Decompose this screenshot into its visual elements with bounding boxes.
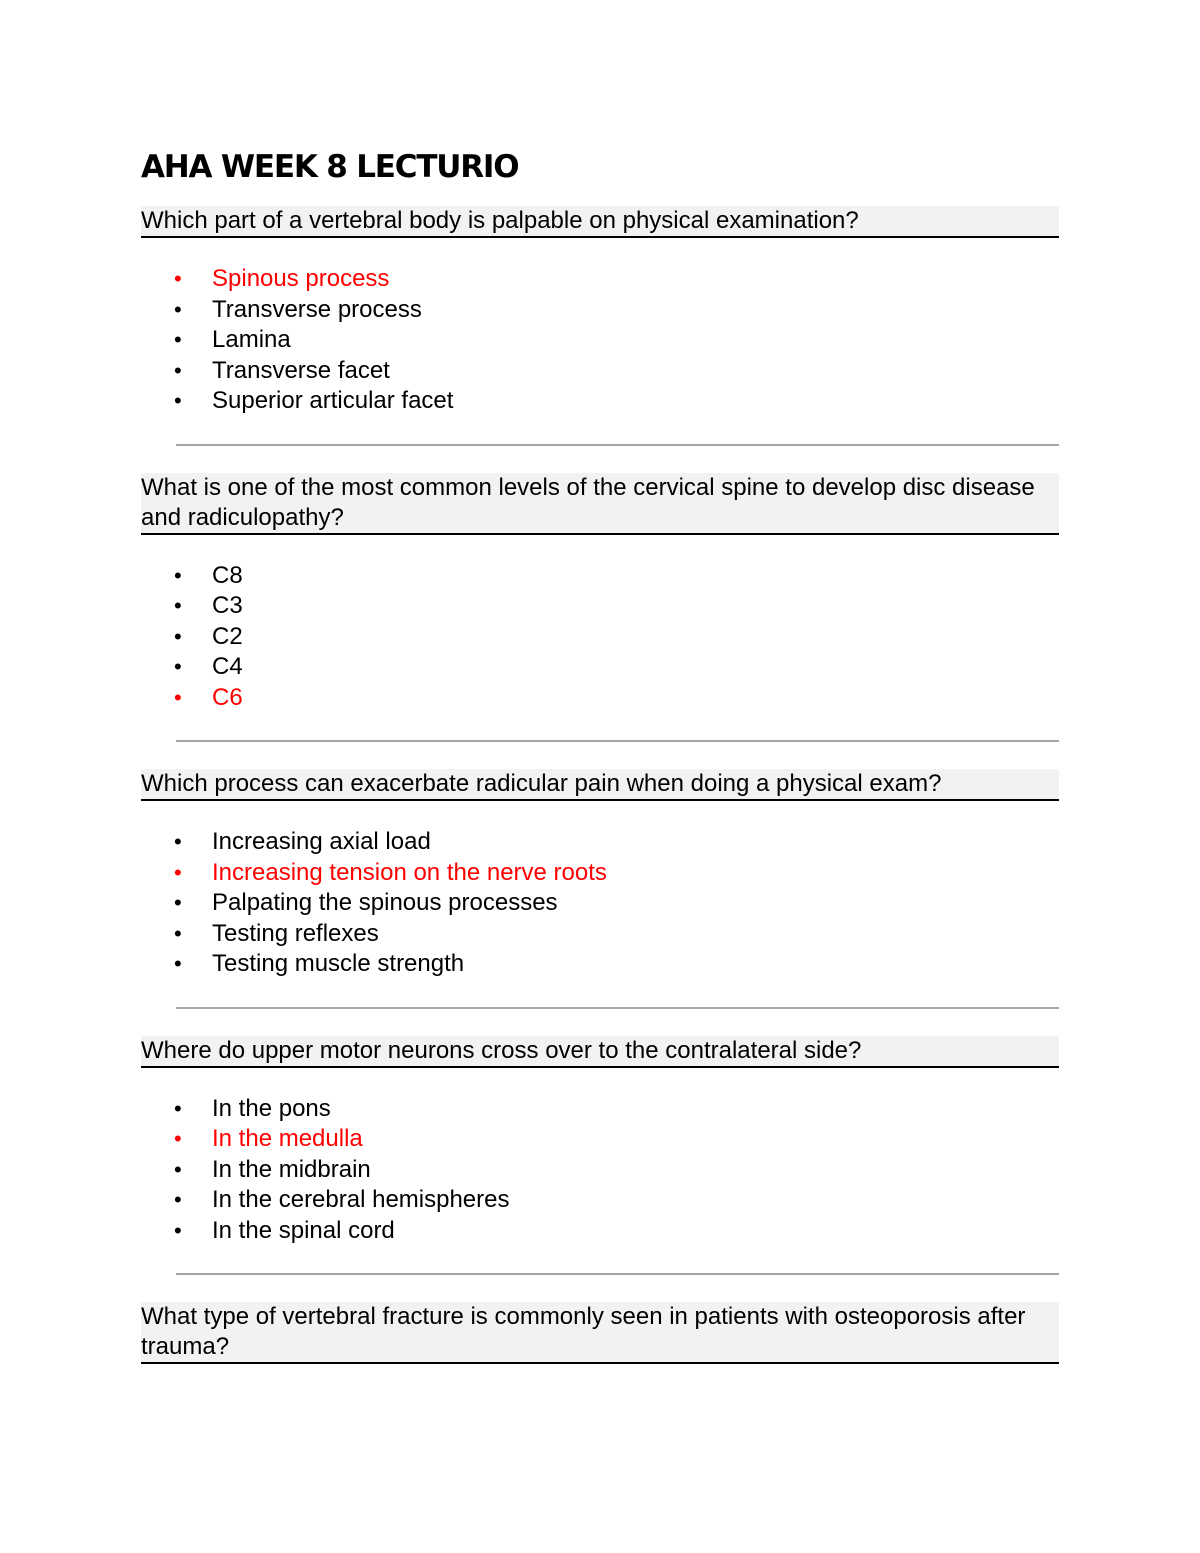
answer-list [141, 827, 1059, 980]
document-page [141, 148, 1059, 1364]
bullet-icon: • [174, 829, 182, 854]
answer-text: Palpating the spinous processes [212, 889, 558, 916]
answer-text: In the pons [212, 1094, 331, 1122]
section-divider [176, 740, 1059, 742]
answer-text: Superior articular facet [212, 387, 454, 414]
question-text: Where do upper motor neurons cross over to the contralateral side? [141, 1036, 1059, 1068]
answer-option [141, 888, 1059, 919]
bullet-icon: • [174, 296, 182, 322]
bullet-icon: • [174, 859, 182, 885]
answer-option [141, 325, 1059, 356]
answer-text: In the midbrain [212, 1155, 371, 1183]
answer-text: Testing muscle strength [212, 950, 465, 977]
bullet-icon: • [174, 623, 182, 649]
answer-text: C8 [212, 561, 243, 589]
bullet-icon: • [174, 1217, 182, 1243]
answer-option [141, 386, 1059, 417]
answer-text: Lamina [212, 326, 291, 353]
answer-option-correct [141, 264, 1059, 295]
question-block [141, 1036, 1059, 1276]
answer-list [141, 561, 1059, 714]
answer-option [141, 1094, 1059, 1125]
bullet-icon: • [174, 1095, 182, 1121]
bullet-icon: • [174, 327, 182, 352]
question-text: Which process can exacerbate radicular pain when doing a physical exam? [141, 769, 1059, 801]
answer-option-correct [141, 683, 1059, 714]
bullet-icon: • [174, 1126, 182, 1151]
question-list [141, 206, 1059, 1364]
bullet-icon: • [174, 1187, 182, 1212]
answer-list [141, 1094, 1059, 1247]
answer-text: C2 [212, 622, 243, 650]
answer-text: C6 [212, 683, 243, 711]
answer-list [141, 264, 1059, 417]
question-text: Which part of a vertebral body is palpable on physical examination? [141, 206, 1059, 238]
bullet-icon: • [174, 920, 182, 946]
answer-text: In the spinal cord [212, 1216, 395, 1244]
answer-option [141, 622, 1059, 653]
answer-option-correct [141, 858, 1059, 889]
bullet-icon: • [174, 388, 182, 413]
answer-option [141, 1155, 1059, 1186]
bullet-icon: • [174, 357, 182, 383]
answer-option [141, 561, 1059, 592]
answer-text: Testing reflexes [212, 919, 379, 947]
question-text: What type of vertebral fracture is commonly seen in patients with osteoporosis after trauma? [141, 1302, 1059, 1364]
question-block [141, 1302, 1059, 1364]
bullet-icon: • [174, 890, 182, 915]
bullet-icon: • [174, 562, 182, 588]
answer-option [141, 652, 1059, 683]
bullet-icon: • [174, 951, 182, 976]
answer-option [141, 1185, 1059, 1216]
answer-option [141, 1216, 1059, 1247]
answer-option [141, 827, 1059, 858]
answer-option [141, 356, 1059, 387]
answer-text: Transverse process [212, 295, 422, 323]
answer-option-correct [141, 1124, 1059, 1155]
bullet-icon: • [174, 1156, 182, 1182]
question-block [141, 206, 1059, 446]
answer-option [141, 949, 1059, 980]
bullet-icon: • [174, 266, 182, 291]
section-divider [176, 444, 1059, 446]
answer-text: Increasing tension on the nerve roots [212, 858, 607, 886]
document-title: AHA WEEK 8 LECTURIO [141, 149, 519, 185]
answer-text: Transverse facet [212, 356, 390, 384]
answer-option [141, 295, 1059, 326]
answer-text: C4 [212, 653, 243, 680]
answer-text: Increasing axial load [212, 828, 431, 855]
bullet-icon: • [174, 654, 182, 679]
answer-option [141, 919, 1059, 950]
answer-text: C3 [212, 592, 243, 619]
answer-text: Spinous process [212, 265, 390, 292]
bullet-icon: • [174, 684, 182, 710]
answer-text: In the medulla [212, 1125, 363, 1152]
question-block [141, 769, 1059, 1009]
question-text: What is one of the most common levels of the cervical spine to develop disc disease and radiculopathy? [141, 473, 1059, 535]
answer-option [141, 591, 1059, 622]
bullet-icon: • [174, 593, 182, 618]
section-divider [176, 1273, 1059, 1275]
answer-text: In the cerebral hemispheres [212, 1186, 510, 1213]
question-block [141, 473, 1059, 743]
section-divider [176, 1007, 1059, 1009]
